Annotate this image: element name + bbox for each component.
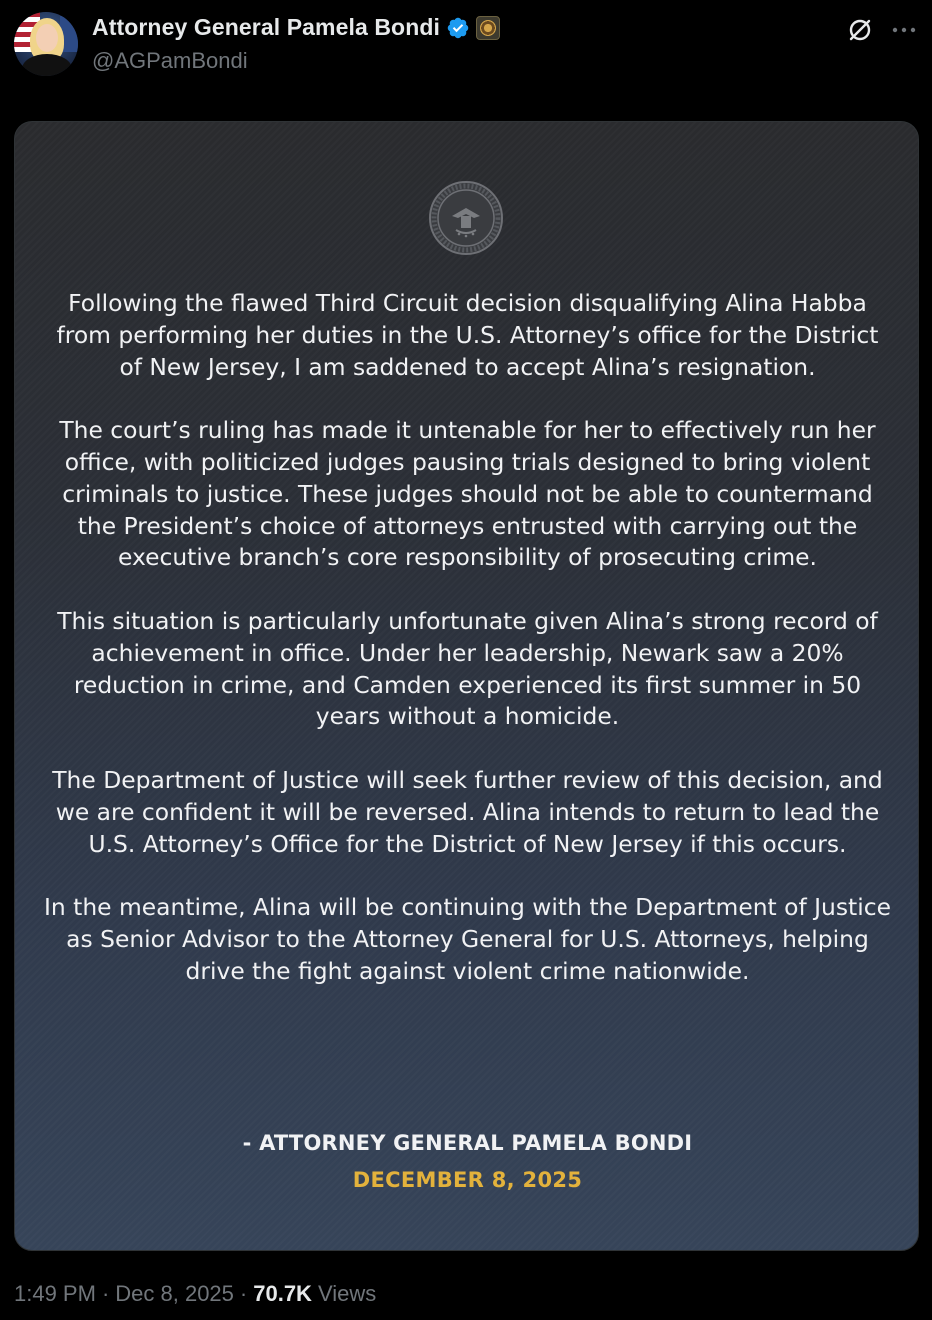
meta-separator: ·	[239, 1281, 248, 1306]
post-meta	[14, 1281, 376, 1307]
statement-text	[43, 288, 892, 1019]
avatar-body	[22, 54, 72, 76]
doj-seal-watermark-icon	[428, 180, 504, 256]
author-handle[interactable]: @AGPamBondi	[92, 48, 248, 73]
statement-paragraph: In the meantime, Alina will be continuing with the Department of Justice as Senior Advisor to the Attorney General for U.S. Attorneys, helping drive the fight against violent crime nationwide.	[44, 893, 891, 985]
post-time[interactable]: 1:49 PM	[14, 1281, 96, 1306]
post-header	[14, 12, 918, 78]
views-count[interactable]: 70.7K	[253, 1281, 312, 1306]
doj-seal-icon[interactable]	[476, 16, 500, 40]
statement-paragraph: Following the flawed Third Circuit decision disqualifying Alina Habba from performing her duties in the U.S. Attorney’s office for the District of New Jersey, I am saddened to accept Alina’s resignation.	[56, 289, 879, 381]
statement-image[interactable]	[14, 121, 919, 1251]
statement-date: DECEMBER 8, 2025	[352, 1168, 583, 1192]
views-label: Views	[317, 1281, 377, 1306]
more-icon[interactable]	[890, 16, 918, 44]
grok-icon[interactable]	[846, 16, 874, 44]
author-name-row	[92, 14, 500, 41]
meta-separator: ·	[101, 1281, 110, 1306]
statement-paragraph: The court’s ruling has made it untenable for her to effectively run her office, with politicized judges pausing trials designed to bring violent criminals to justice. These judges should not be able to countermand the President’s choice of attorneys entrusted with carrying out the executive branch’s core responsibility of prosecuting crime.	[59, 416, 876, 572]
avatar[interactable]	[14, 12, 78, 76]
statement-paragraph: The Department of Justice will seek further review of this decision, and we are confident it will be reversed. Alina intends to return to lead the U.S. Attorney’s Office for the District of New Jersey if this occurs.	[52, 765, 883, 858]
statement-paragraph: This situation is particularly unfortunate given Alina’s strong record of achievement in office. Under her leadership, Newark saw a 20% reduction in crime, and Camden experienced its first summer in 50 years without a homicide.	[57, 606, 878, 731]
statement-signature: - ATTORNEY GENERAL PAMELA BONDI	[242, 1131, 693, 1155]
verified-badge-icon[interactable]	[446, 16, 470, 40]
post-date[interactable]: Dec 8, 2025	[115, 1281, 234, 1306]
author-display-name[interactable]: Attorney General Pamela Bondi	[92, 14, 440, 40]
avatar-face	[36, 24, 58, 52]
